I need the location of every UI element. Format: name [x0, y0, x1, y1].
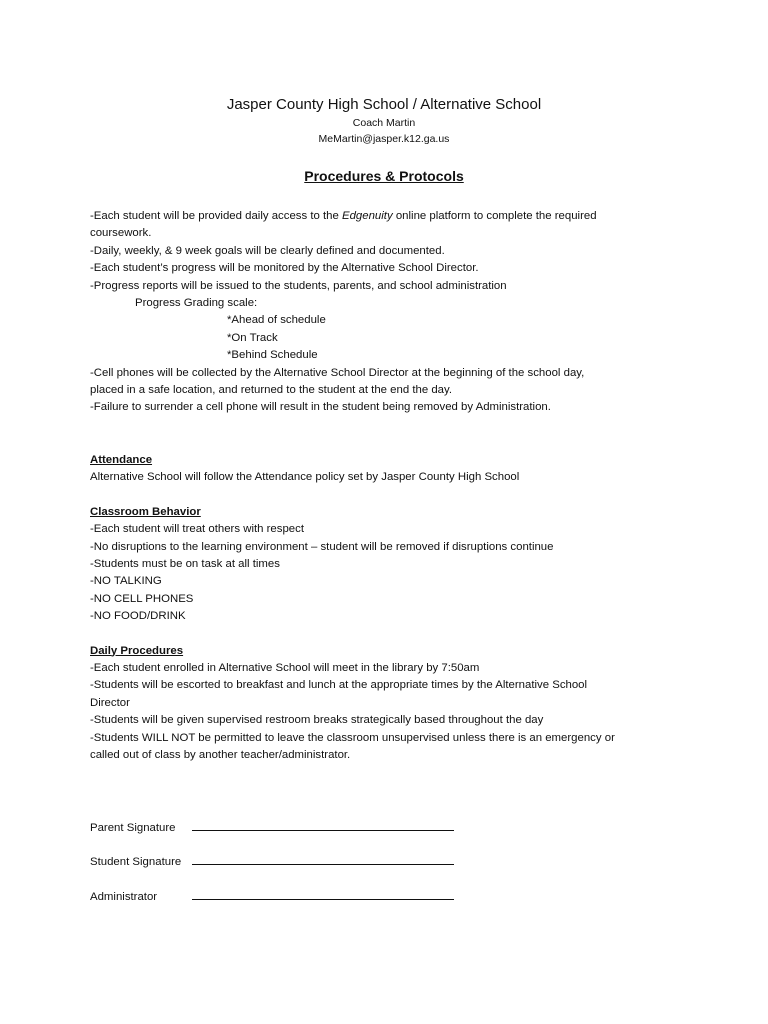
parent-signature-line[interactable] — [192, 818, 454, 831]
behavior-line: -NO CELL PHONES — [90, 592, 194, 605]
behavior-line: -NO FOOD/DRINK — [90, 610, 186, 623]
daily-line: -Students will be escorted to breakfast and lunch at the appropriate times by the Alternative School — [90, 679, 588, 692]
daily-heading: Daily Procedures — [90, 644, 184, 657]
platform-name: Edgenuity — [342, 210, 393, 222]
behavior-heading: Classroom Behavior — [90, 505, 201, 518]
grading-scale-item: *Ahead of schedule — [227, 314, 326, 327]
daily-line: called out of class by another teacher/administrator. — [90, 748, 351, 761]
attendance-line: Alternative School will follow the Attendance policy set by Jasper County High School — [90, 471, 520, 484]
grading-scale-item: *Behind Schedule — [227, 349, 318, 362]
administrator-signature-row — [90, 887, 454, 906]
coach-name: Coach Martin — [352, 117, 416, 129]
intro-line-3: -Daily, weekly, & 9 week goals will be clearly defined and documented. — [90, 244, 445, 257]
intro-line-5: -Progress reports will be issued to the students, parents, and school administration — [90, 279, 507, 292]
grading-scale-label: Progress Grading scale: — [135, 297, 258, 310]
behavior-line: -No disruptions to the learning environment – student will be removed if disruptions continue — [90, 540, 554, 553]
daily-line: Director — [90, 696, 130, 709]
intro-line-12: -Failure to surrender a cell phone will result in the student being removed by Administration. — [90, 401, 551, 414]
daily-line: -Students WILL NOT be permitted to leave the classroom unsupervised unless there is an emergency or — [90, 731, 615, 744]
intro-line-2: coursework. — [90, 227, 152, 240]
student-signature-row — [90, 852, 454, 871]
intro-line-11: placed in a safe location, and returned to the student at the end the day. — [90, 384, 453, 397]
student-signature-line[interactable] — [192, 852, 454, 865]
document-header — [0, 95, 768, 147]
parent-signature-label: Parent Signature — [90, 822, 176, 834]
behavior-line: -NO TALKING — [90, 575, 162, 588]
intro-line-10: -Cell phones will be collected by the Alternative School Director at the beginning of the school day, — [90, 366, 585, 379]
grading-scale-item: *On Track — [227, 331, 278, 344]
parent-signature-row — [90, 818, 454, 837]
daily-line: -Each student enrolled in Alternative School will meet in the library by 7:50am — [90, 661, 480, 674]
intro-line-1: -Each student will be provided daily access to the Edgenuity online platform to complete the required — [90, 210, 597, 222]
coach-email: MeMartin@jasper.k12.ga.us — [318, 133, 450, 145]
daily-line: -Students will be given supervised restroom breaks strategically based throughout the day — [90, 714, 544, 727]
behavior-line: -Each student will treat others with respect — [90, 523, 304, 536]
administrator-signature-line[interactable] — [192, 887, 454, 900]
behavior-line: -Students must be on task at all times — [90, 557, 280, 570]
page-heading: Procedures & Protocols — [304, 168, 464, 184]
document-body — [90, 208, 690, 764]
school-title: Jasper County High School / Alternative School — [226, 96, 542, 113]
administrator-signature-label: Administrator — [90, 891, 158, 903]
attendance-heading: Attendance — [90, 453, 153, 466]
student-signature-label: Student Signature — [90, 856, 182, 868]
intro-line-4: -Each student’s progress will be monitored by the Alternative School Director. — [90, 262, 479, 275]
